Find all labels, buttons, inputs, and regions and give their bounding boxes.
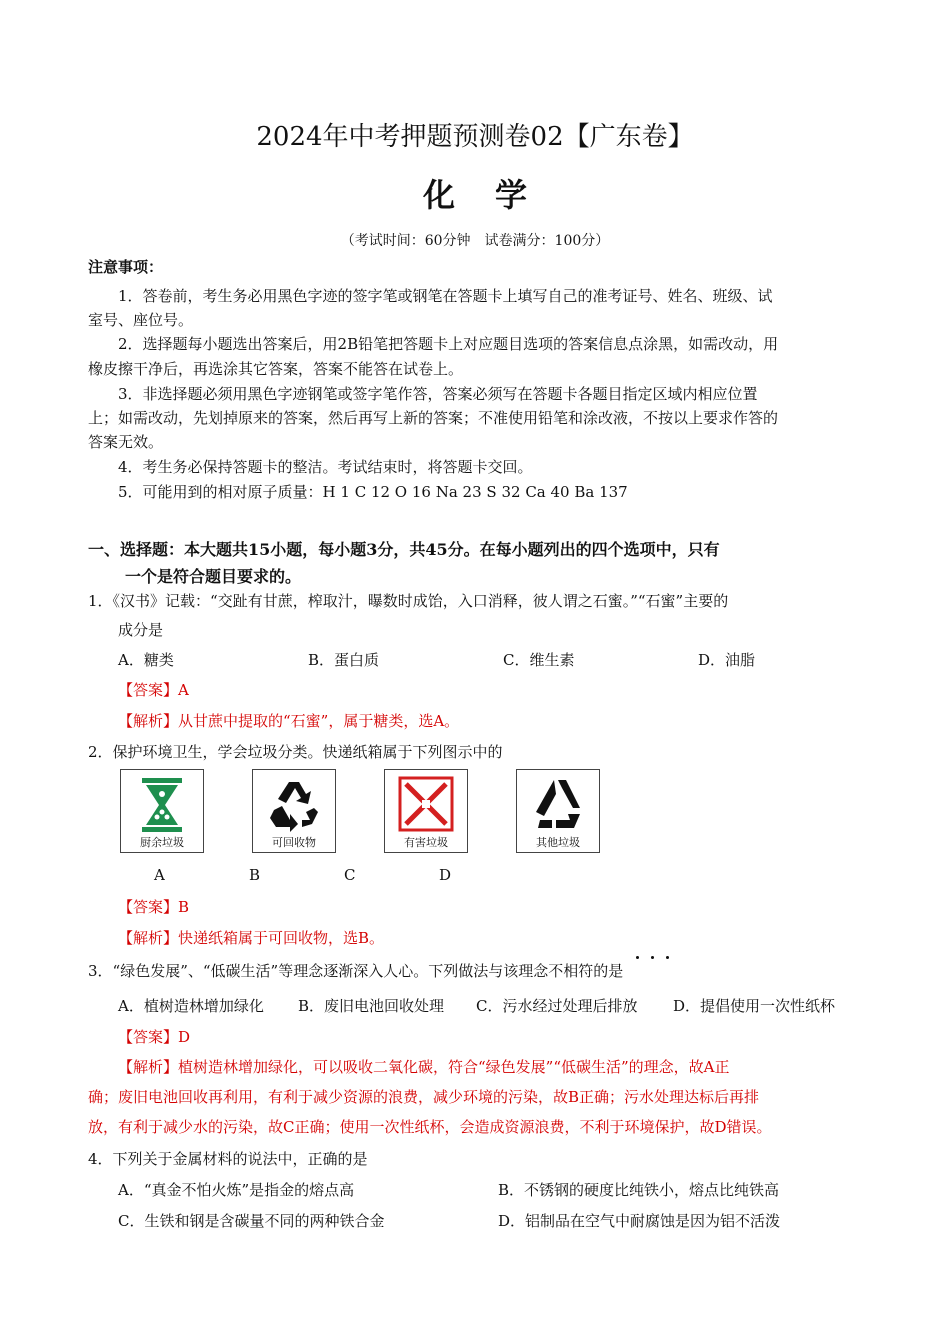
emphasis-dot: [666, 956, 669, 959]
emphasis-dot: [636, 956, 639, 959]
q3-analysis: 【解析】植树造林增加绿化，可以吸收二氧化碳，符合“绿色发展”“低碳生活”的理念，故A正: [118, 1058, 730, 1076]
hazardous-waste-icon: [394, 774, 458, 836]
notice-item-1: 1．答卷前，考生务必用黑色字迹的签字笔或钢笔在答题卡上填写自己的准考证号、姓名、班级、试: [118, 287, 773, 305]
q3-analysis-cont: 确；废旧电池回收再利用，有利于减少资源的浪费，减少环境的污染，故B正确；污水处理达标后再排: [88, 1088, 760, 1106]
q3-analysis-cont2: 放，有利于减少水的污染，故C正确；使用一次性纸杯，会造成资源浪费，不利于环境保护，故D错误。: [88, 1118, 772, 1136]
notice-item-4: 4．考生务必保持答题卡的整洁。考试结束时，将答题卡交回。: [118, 458, 533, 476]
other-waste-icon: [526, 774, 590, 836]
icon-label-kitchen: 厨余垃圾: [140, 836, 184, 849]
notice-item-5: 5．可能用到的相对原子质量：H 1 C 12 O 16 Na 23 S 32 Ca 40 Ba 137: [118, 483, 628, 501]
section-heading: 一、选择题：本大题共15小题，每小题3分，共45分。在每小题列出的四个选项中，只有: [88, 540, 720, 559]
emphasis-dot: [651, 956, 654, 959]
q2-analysis: 【解析】快递纸箱属于可回收物，选B。: [118, 929, 385, 947]
q4-option-b: B．不锈钢的硬度比纯铁小，熔点比纯铁高: [498, 1181, 780, 1199]
q3-stem: 3．“绿色发展”、“低碳生活”等理念逐渐深入人心。下列做法与该理念不相符的是: [88, 962, 624, 980]
q1-option-b: B．蛋白质: [308, 651, 380, 669]
q2-option-c: C: [344, 866, 356, 884]
q1-option-c: C．维生素: [503, 651, 575, 669]
q2-stem: 2．保护环境卫生，学会垃圾分类。快递纸箱属于下列图示中的: [88, 743, 503, 761]
q3-option-c: C．污水经过处理后排放: [476, 997, 638, 1015]
q1-option-d: D．油脂: [698, 651, 756, 669]
kitchen-waste-sign: [120, 769, 204, 853]
notice-item-3-cont: 上；如需改动，先划掉原来的答案，然后再写上新的答案；不准使用铅笔和涂改液，不按以上要求作答的: [88, 409, 779, 427]
q1-stem: 1．《汉书》记载：“交趾有甘蔗，榨取汁，曝数时成饴，入口消释，彼人谓之石蜜。”“石蜜”主要的: [88, 592, 729, 610]
notice-heading: 注意事项：: [88, 258, 164, 276]
q4-option-a: A．“真金不怕火炼”是指金的熔点高: [118, 1181, 355, 1199]
other-waste-sign: [516, 769, 600, 853]
notice-item-1-cont: 室号、座位号。: [88, 311, 194, 329]
q4-option-d: D．铝制品在空气中耐腐蚀是因为铝不活泼: [498, 1212, 781, 1230]
q1-option-a: A．糖类: [118, 651, 174, 669]
q1-analysis: 【解析】从甘蔗中提取的“石蜜”，属于糖类，选A。: [118, 712, 460, 730]
notice-item-2-cont: 橡皮擦干净后，再选涂其它答案，答案不能答在试卷上。: [88, 360, 464, 378]
notice-item-2: 2．选择题每小题选出答案后，用2B铅笔把答题卡上对应题目选项的答案信息点涂黑，如需改动，用: [118, 335, 779, 353]
notice-item-3-cont2: 答案无效。: [88, 433, 164, 451]
q3-option-b: B．废旧电池回收处理: [298, 997, 445, 1015]
icon-label-recyclable: 可回收物: [272, 836, 316, 849]
q4-stem: 4．下列关于金属材料的说法中，正确的是: [88, 1150, 368, 1168]
q2-answer: 【答案】B: [118, 898, 190, 916]
kitchen-waste-icon: [130, 774, 194, 836]
recycle-icon: [262, 774, 326, 836]
recyclable-sign: [252, 769, 336, 853]
exam-title: 2024年中考押题预测卷02【广东卷】: [256, 122, 694, 152]
q1-answer: 【答案】A: [118, 681, 189, 699]
hazardous-waste-sign: [384, 769, 468, 853]
q4-option-c: C．生铁和钢是含碳量不同的两种铁合金: [118, 1212, 385, 1230]
icon-label-hazardous: 有害垃圾: [404, 836, 448, 849]
notice-item-3: 3．非选择题必须用黑色字迹钢笔或签字笔作答，答案必须写在答题卡各题目指定区域内相应位置: [118, 385, 758, 403]
q3-option-d: D．提倡使用一次性纸杯: [673, 997, 836, 1015]
icon-label-other: 其他垃圾: [536, 836, 580, 849]
q3-answer: 【答案】D: [118, 1028, 191, 1046]
exam-meta: （考试时间：60分钟 试卷满分：100分）: [340, 233, 610, 249]
section-heading-cont: 一个是符合题目要求的。: [125, 567, 302, 586]
q2-option-b: B: [249, 866, 261, 884]
subject-title: 化学: [422, 176, 567, 214]
q2-option-a: A: [154, 866, 165, 884]
q1-stem-cont: 成分是: [118, 621, 164, 639]
q3-option-a: A．植树造林增加绿化: [118, 997, 264, 1015]
q2-option-d: D: [439, 866, 452, 884]
